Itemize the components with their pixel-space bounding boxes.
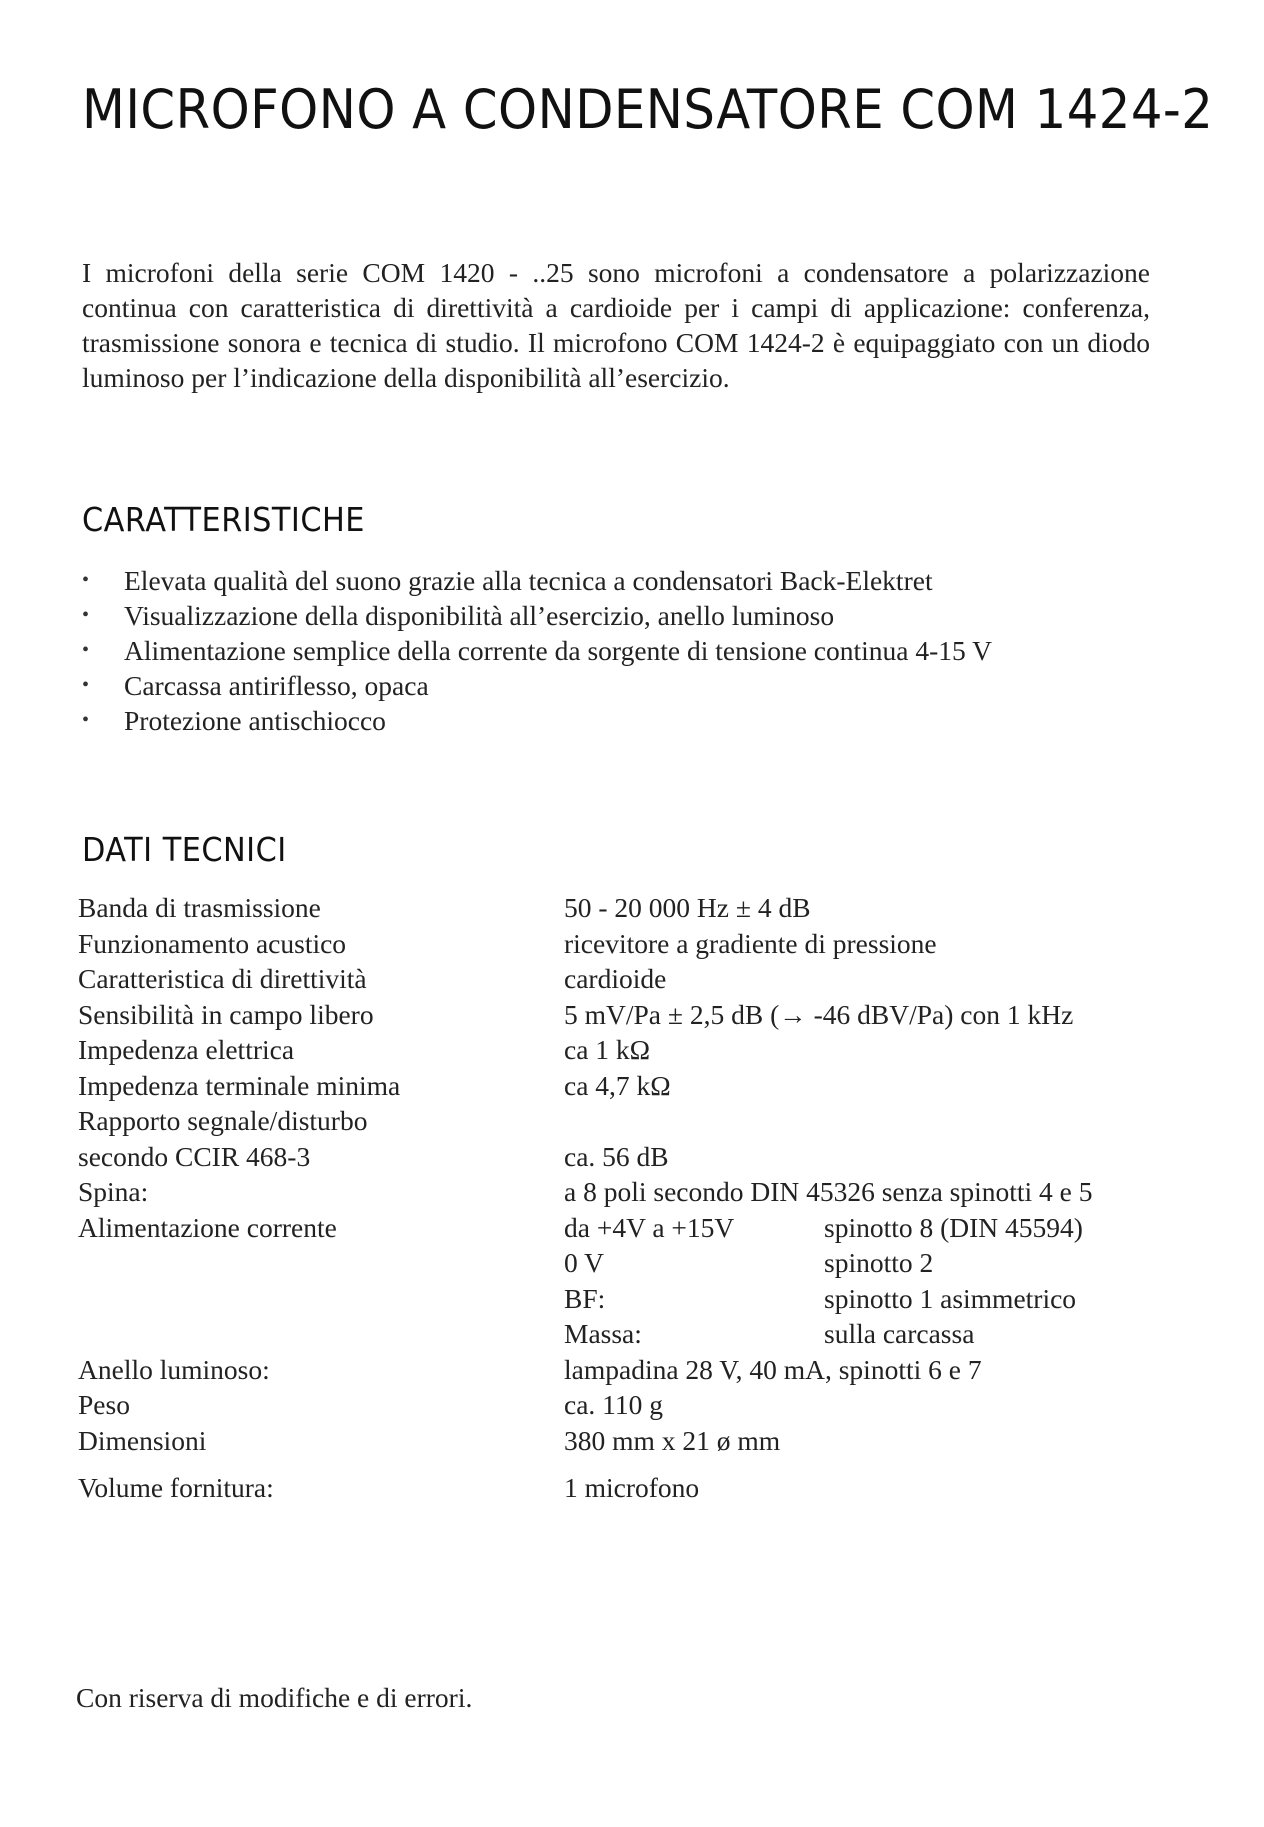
feature-item: • Elevata qualità del suono grazie alla tecnica a condensatori Back-Elektret <box>82 563 1162 598</box>
spec-value: ricevitore a gradiente di pressione <box>564 927 937 959</box>
spec-row-anello <box>78 1352 1168 1388</box>
spec-value: lampadina 28 V, 40 mA, spinotti 6 e 7 <box>564 1353 982 1385</box>
spec-label: Impedenza elettrica <box>78 1034 295 1065</box>
spec-value: ca 1 kΩ <box>564 1034 651 1065</box>
alim-sub-key: 0 V <box>564 1247 604 1278</box>
spec-value: 5 mV/Pa ± 2,5 dB (→ -46 dBV/Pa) con 1 kHz <box>564 998 1074 1030</box>
tech-data-table <box>78 890 1168 1506</box>
spec-row-dimensioni <box>78 1423 1168 1459</box>
spec-label: Sensibilità in campo libero <box>78 998 374 1030</box>
alim-sub-value: spinotto 2 <box>824 1247 934 1278</box>
alim-sub-value: sulla carcassa <box>824 1318 975 1349</box>
spec-value: cardioide <box>564 963 667 994</box>
feature-item: • Visualizzazione della disponibilità all’esercizio, anello luminoso <box>82 598 1162 633</box>
spec-label: Spina: <box>78 1176 149 1207</box>
alim-sub-row <box>564 1281 1168 1317</box>
alim-sub-key: da +4V a +15V <box>564 1211 735 1243</box>
alim-sub-key: BF: <box>564 1282 606 1314</box>
spec-label: Anello luminoso: <box>78 1353 270 1385</box>
alim-sub-key: Massa: <box>564 1318 642 1349</box>
spec-label: Banda di trasmissione <box>78 892 321 923</box>
spec-label: Impedenza terminale minima <box>78 1069 401 1101</box>
features-heading: CARATTERISTICHE <box>82 500 365 539</box>
spec-row-rapporto <box>78 1103 1168 1139</box>
spec-value: a 8 poli secondo DIN 45326 senza spinotti 4 e 5 <box>564 1176 1093 1207</box>
spec-value <box>564 1103 1168 1139</box>
spec-row-impedenza <box>78 1032 1168 1068</box>
footer-note: Con riserva di modifiche e di errori. <box>76 1682 473 1713</box>
feature-item: • Protezione antischiocco <box>82 703 1162 738</box>
spec-label: Dimensioni <box>78 1424 207 1456</box>
intro-paragraph: I microfoni della serie COM 1420 - ..25 sono microfoni a condensatore a polarizzazione continua con caratteristica di direttività a cardioide per i campi di applicazione: conferenza, trasmissione sonora e tecnica di studio. Il microfono COM 1424-2 è equipaggiato con un diodo luminoso per l’indicazione della disponibilità all’esercizio. <box>82 257 1150 393</box>
spec-row-impedenza-minima <box>78 1068 1168 1104</box>
tech-data-heading: DATI TECNICI <box>82 830 287 869</box>
spec-value: ca. 110 g <box>564 1389 664 1420</box>
spec-value: ca 4,7 kΩ <box>564 1069 671 1101</box>
spec-label: Caratteristica di direttività <box>78 963 367 994</box>
spec-row-banda <box>78 890 1168 926</box>
alim-sub-row <box>564 1316 1168 1352</box>
page-title: MICROFONO A CONDENSATORE COM 1424-2 <box>82 78 1214 141</box>
spec-row-funzionamento <box>78 926 1168 962</box>
spec-label: Volume fornitura: <box>78 1472 274 1503</box>
spec-label: Alimentazione corrente <box>78 1211 337 1243</box>
feature-item: • Alimentazione semplice della corrente da sorgente di tensione continua 4-15 V <box>82 633 1162 668</box>
spec-value: 380 mm x 21 ø mm <box>564 1424 781 1456</box>
spec-value: 1 microfono <box>564 1472 700 1503</box>
spec-label: Rapporto segnale/disturbo <box>78 1105 368 1136</box>
spec-label: secondo CCIR 468-3 <box>78 1140 311 1172</box>
alim-sub-row <box>564 1245 1168 1281</box>
spec-row-ccir <box>78 1139 1168 1175</box>
spec-row-direttivita <box>78 961 1168 997</box>
spec-value: 50 - 20 000 Hz ± 4 dB <box>564 892 811 923</box>
spec-value: ca. 56 dB <box>564 1140 669 1172</box>
spec-row-peso <box>78 1387 1168 1423</box>
alim-sub-value: spinotto 1 asimmetrico <box>824 1282 1077 1314</box>
feature-item: • Carcassa antiriflesso, opaca <box>82 668 1162 703</box>
alim-sub-value: spinotto 8 (DIN 45594) <box>824 1211 1083 1243</box>
spec-row-volume <box>78 1470 1168 1506</box>
spec-label: Funzionamento acustico <box>78 927 347 959</box>
spec-row-alimentazione <box>78 1210 1168 1352</box>
spec-label: Peso <box>78 1389 130 1420</box>
spec-value-group <box>564 1210 1168 1352</box>
spec-row-sensibilita <box>78 997 1168 1033</box>
features-list <box>82 563 1162 738</box>
spec-row-spina <box>78 1174 1168 1210</box>
alim-sub-row <box>564 1210 1168 1246</box>
